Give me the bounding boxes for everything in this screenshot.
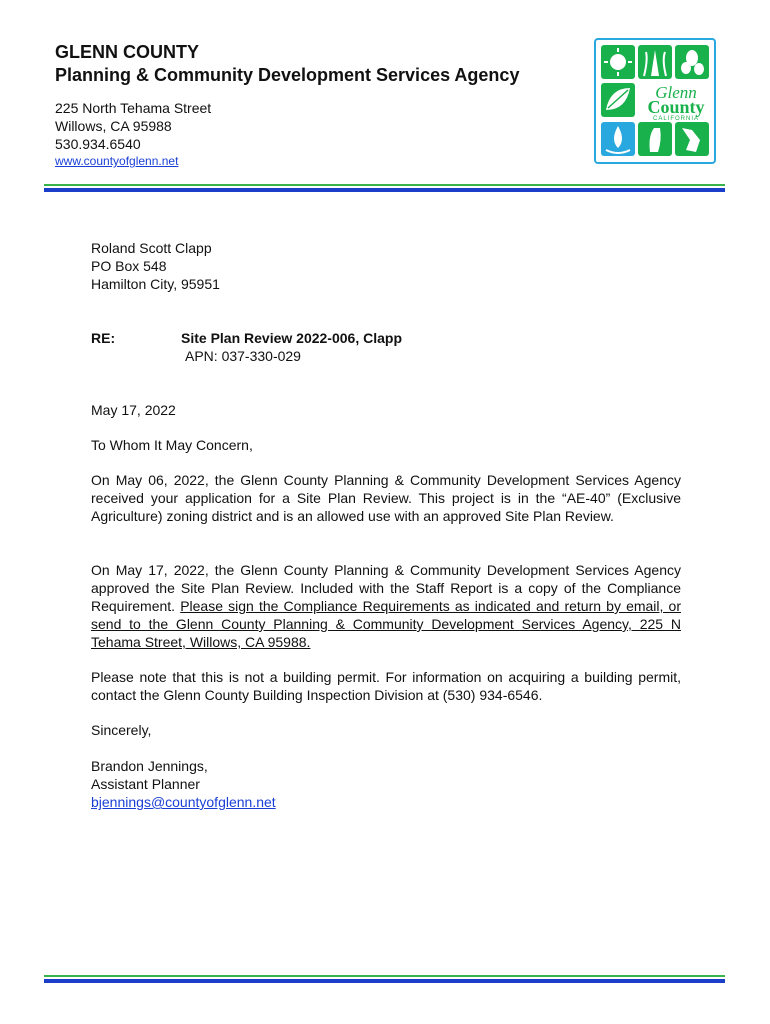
approval-text: On May 17, 2022, the Glenn County Planning & Community Development Services Agency approved the Site Plan Review. Included with the Staff Report is a copy of the Compliance Requirement. bbox=[91, 562, 681, 614]
phone-number: 530.934.6540 bbox=[55, 136, 141, 152]
header-divider-blue bbox=[44, 188, 725, 192]
logo-word-glenn: Glenn bbox=[655, 83, 697, 102]
recipient-address-line2: Hamilton City, 95951 bbox=[91, 276, 220, 292]
street-address: 225 North Tehama Street bbox=[55, 100, 212, 116]
footer-divider-blue bbox=[44, 979, 725, 983]
signer-title: Assistant Planner bbox=[91, 776, 200, 792]
agency-name: Planning & Community Development Services Agency bbox=[55, 65, 520, 85]
paragraph-building-permit-note: Please note that this is not a building permit. For information on acquiring a building permit, contact the Glenn County Building Inspection Division at (530) 934-6546. bbox=[91, 669, 681, 703]
closing: Sincerely, bbox=[91, 722, 152, 738]
subject-title: Site Plan Review 2022-006, Clapp bbox=[181, 330, 402, 346]
letter-date: May 17, 2022 bbox=[91, 402, 176, 418]
recipient-address-line1: PO Box 548 bbox=[91, 258, 167, 274]
footer-divider-green bbox=[44, 975, 725, 977]
subject-label: RE: bbox=[91, 330, 116, 346]
org-name: GLENN COUNTY bbox=[55, 42, 199, 62]
logo-word-state: CALIFORNIA bbox=[652, 116, 699, 122]
county-logo bbox=[594, 38, 716, 164]
compliance-instructions: Please sign the Compliance Requirements as indicated and return by email, or send to the Glenn County Planning & Community Development Services Agency, 225 N Tehama Street, Willows, CA 95988. bbox=[91, 598, 682, 650]
city-address: Willows, CA 95988 bbox=[55, 118, 172, 134]
paragraph-approval bbox=[91, 561, 681, 651]
signer-name: Brandon Jennings, bbox=[91, 758, 208, 774]
logo-word-county: County bbox=[647, 97, 705, 117]
signer-email-link[interactable]: bjennings@countyofglenn.net bbox=[91, 794, 276, 810]
subject-apn: APN: 037-330-029 bbox=[185, 348, 301, 364]
header-divider-green bbox=[44, 184, 725, 186]
salutation: To Whom It May Concern, bbox=[91, 437, 253, 453]
paragraph-application-received: On May 06, 2022, the Glenn County Planning & Community Development Services Agency received your application for a Site Plan Review. This project is in the “AE-40” (Exclusive Agriculture) zoning district and is an allowed use with an approved Site Plan Review. bbox=[91, 472, 681, 524]
recipient-name: Roland Scott Clapp bbox=[91, 240, 212, 256]
website-link[interactable]: www.countyofglenn.net bbox=[55, 154, 179, 168]
